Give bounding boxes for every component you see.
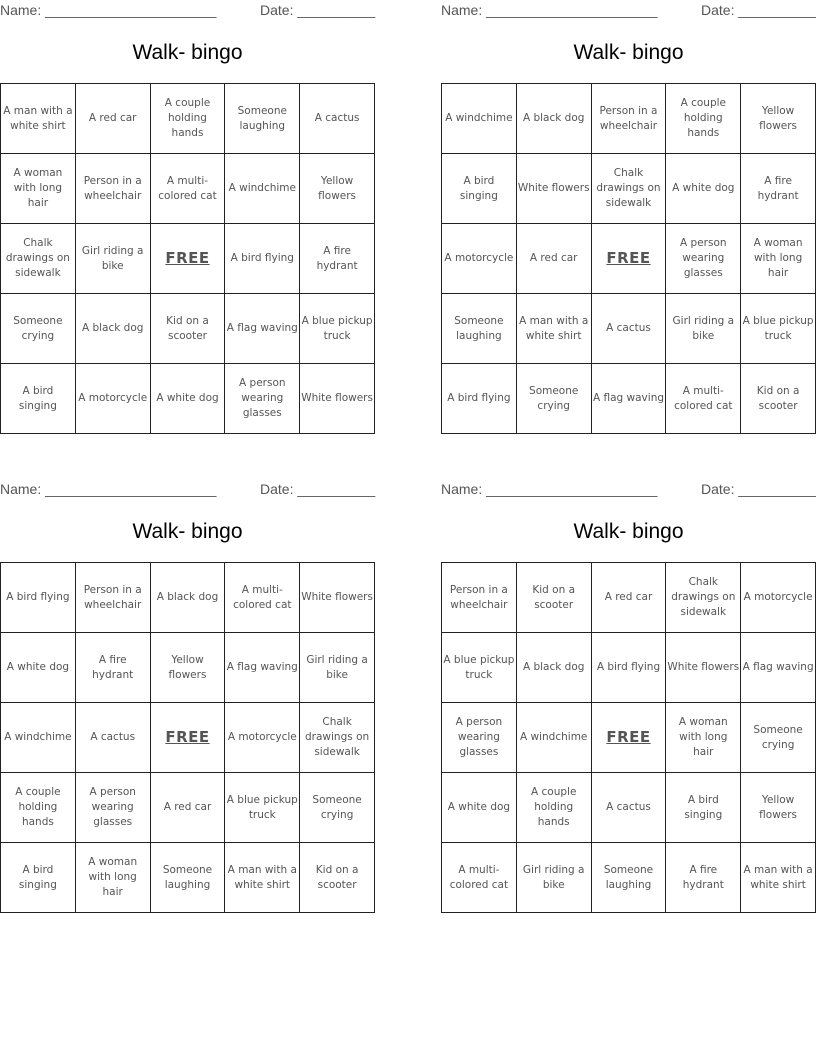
bingo-cell: A fire hydrant: [300, 224, 375, 294]
bingo-cell: Someone crying: [300, 773, 375, 843]
free-space-cell: FREE: [592, 703, 667, 773]
bingo-cell: A blue pickup truck: [741, 294, 816, 364]
free-space-cell: FREE: [151, 224, 226, 294]
bingo-cell: A fire hydrant: [741, 154, 816, 224]
bingo-grid: [0, 562, 375, 913]
bingo-cell: Girl riding a bike: [76, 224, 151, 294]
bingo-cell: Yellow flowers: [741, 84, 816, 154]
name-field-label: Name: ______________________: [0, 2, 217, 18]
bingo-cell: A flag waving: [741, 633, 816, 703]
bingo-cell: A multi-colored cat: [666, 364, 741, 434]
bingo-cell: Yellow flowers: [300, 154, 375, 224]
bingo-cell: A fire hydrant: [76, 633, 151, 703]
bingo-cell: A man with a white shirt: [517, 294, 592, 364]
bingo-cell: A white dog: [151, 364, 226, 434]
bingo-cell: A windchime: [442, 84, 517, 154]
bingo-grid: [441, 562, 816, 913]
bingo-cell: A cactus: [592, 773, 667, 843]
bingo-cell: A blue pickup truck: [225, 773, 300, 843]
card-header: [441, 2, 816, 20]
bingo-cell: A man with a white shirt: [225, 843, 300, 913]
card-title: Walk- bingo: [132, 520, 243, 543]
date-field-label: Date: __________: [260, 481, 376, 497]
free-space-cell: FREE: [592, 224, 667, 294]
bingo-cell: Someone laughing: [442, 294, 517, 364]
bingo-cell: A flag waving: [225, 294, 300, 364]
bingo-cell: A bird flying: [1, 563, 76, 633]
bingo-cell: A woman with long hair: [1, 154, 76, 224]
bingo-cell: A black dog: [151, 563, 226, 633]
bingo-cell: Someone laughing: [225, 84, 300, 154]
bingo-cell: A blue pickup truck: [300, 294, 375, 364]
bingo-cell: A person wearing glasses: [666, 224, 741, 294]
bingo-grid: [441, 83, 816, 434]
bingo-cell: A black dog: [76, 294, 151, 364]
date-field-label: Date: __________: [701, 2, 816, 18]
bingo-cell: Kid on a scooter: [741, 364, 816, 434]
bingo-cell: Someone laughing: [151, 843, 226, 913]
bingo-cell: A white dog: [666, 154, 741, 224]
bingo-cell: White flowers: [517, 154, 592, 224]
card-header: [0, 481, 375, 499]
bingo-cell: Kid on a scooter: [151, 294, 226, 364]
bingo-cell: A bird flying: [592, 633, 667, 703]
bingo-cell: A person wearing glasses: [76, 773, 151, 843]
bingo-cell: A woman with long hair: [666, 703, 741, 773]
bingo-cell: A red car: [151, 773, 226, 843]
bingo-cell: Person in a wheelchair: [442, 563, 517, 633]
bingo-cell: Yellow flowers: [741, 773, 816, 843]
bingo-cell: A woman with long hair: [76, 843, 151, 913]
card-title: Walk- bingo: [573, 41, 684, 64]
bingo-cell: A blue pickup truck: [442, 633, 517, 703]
bingo-cell: Chalk drawings on sidewalk: [592, 154, 667, 224]
bingo-cell: Someone crying: [517, 364, 592, 434]
bingo-card-3: [0, 479, 375, 913]
bingo-grid: [0, 83, 375, 434]
bingo-cell: Chalk drawings on sidewalk: [300, 703, 375, 773]
bingo-cell: A red car: [76, 84, 151, 154]
bingo-cell: Kid on a scooter: [300, 843, 375, 913]
bingo-cell: White flowers: [666, 633, 741, 703]
bingo-cell: A couple holding hands: [517, 773, 592, 843]
bingo-cell: A person wearing glasses: [442, 703, 517, 773]
bingo-cell: Chalk drawings on sidewalk: [666, 563, 741, 633]
bingo-card-4: [441, 479, 816, 913]
bingo-cell: A fire hydrant: [666, 843, 741, 913]
date-field-label: Date: __________: [260, 2, 376, 18]
bingo-cell: A man with a white shirt: [1, 84, 76, 154]
bingo-cell: A black dog: [517, 633, 592, 703]
card-header: [0, 2, 375, 20]
bingo-cell: A motorcycle: [442, 224, 517, 294]
bingo-cell: A white dog: [442, 773, 517, 843]
bingo-cell: A motorcycle: [76, 364, 151, 434]
bingo-card-2: [441, 0, 816, 434]
bingo-cell: Kid on a scooter: [517, 563, 592, 633]
bingo-cell: A windchime: [1, 703, 76, 773]
bingo-cell: A person wearing glasses: [225, 364, 300, 434]
bingo-cell: A couple holding hands: [151, 84, 226, 154]
bingo-cell: A multi-colored cat: [151, 154, 226, 224]
bingo-cell: Girl riding a bike: [300, 633, 375, 703]
bingo-cell: Person in a wheelchair: [592, 84, 667, 154]
date-field-label: Date: __________: [701, 481, 816, 497]
card-title: Walk- bingo: [132, 41, 243, 64]
bingo-cell: A black dog: [517, 84, 592, 154]
name-field-label: Name: ______________________: [0, 481, 217, 497]
bingo-cell: Chalk drawings on sidewalk: [1, 224, 76, 294]
bingo-cell: A couple holding hands: [666, 84, 741, 154]
bingo-cell: A man with a white shirt: [741, 843, 816, 913]
card-title: Walk- bingo: [573, 520, 684, 543]
free-space-cell: FREE: [151, 703, 226, 773]
bingo-cell: White flowers: [300, 563, 375, 633]
bingo-cell: A bird flying: [225, 224, 300, 294]
bingo-cell: A windchime: [225, 154, 300, 224]
bingo-cell: A bird singing: [1, 364, 76, 434]
bingo-cell: A couple holding hands: [1, 773, 76, 843]
bingo-cell: A flag waving: [592, 364, 667, 434]
bingo-cell: Girl riding a bike: [666, 294, 741, 364]
bingo-cell: Someone crying: [1, 294, 76, 364]
bingo-cell: A cactus: [300, 84, 375, 154]
bingo-cell: A red car: [592, 563, 667, 633]
bingo-cell: A woman with long hair: [741, 224, 816, 294]
bingo-cell: Someone crying: [741, 703, 816, 773]
bingo-cell: Girl riding a bike: [517, 843, 592, 913]
bingo-cell: White flowers: [300, 364, 375, 434]
bingo-cell: A multi-colored cat: [225, 563, 300, 633]
bingo-cell: A windchime: [517, 703, 592, 773]
bingo-cell: A motorcycle: [741, 563, 816, 633]
bingo-cell: Yellow flowers: [151, 633, 226, 703]
bingo-cell: A multi-colored cat: [442, 843, 517, 913]
bingo-cell: A flag waving: [225, 633, 300, 703]
bingo-cell: A bird singing: [442, 154, 517, 224]
bingo-cell: A red car: [517, 224, 592, 294]
card-header: [441, 481, 816, 499]
bingo-cell: A motorcycle: [225, 703, 300, 773]
bingo-cell: A bird flying: [442, 364, 517, 434]
bingo-cell: A bird singing: [666, 773, 741, 843]
bingo-cell: Person in a wheelchair: [76, 154, 151, 224]
bingo-cell: Someone laughing: [592, 843, 667, 913]
bingo-cell: A white dog: [1, 633, 76, 703]
name-field-label: Name: ______________________: [441, 2, 658, 18]
bingo-cell: A bird singing: [1, 843, 76, 913]
bingo-cell: Person in a wheelchair: [76, 563, 151, 633]
bingo-cell: A cactus: [592, 294, 667, 364]
bingo-card-1: [0, 0, 375, 434]
bingo-cell: A cactus: [76, 703, 151, 773]
name-field-label: Name: ______________________: [441, 481, 658, 497]
